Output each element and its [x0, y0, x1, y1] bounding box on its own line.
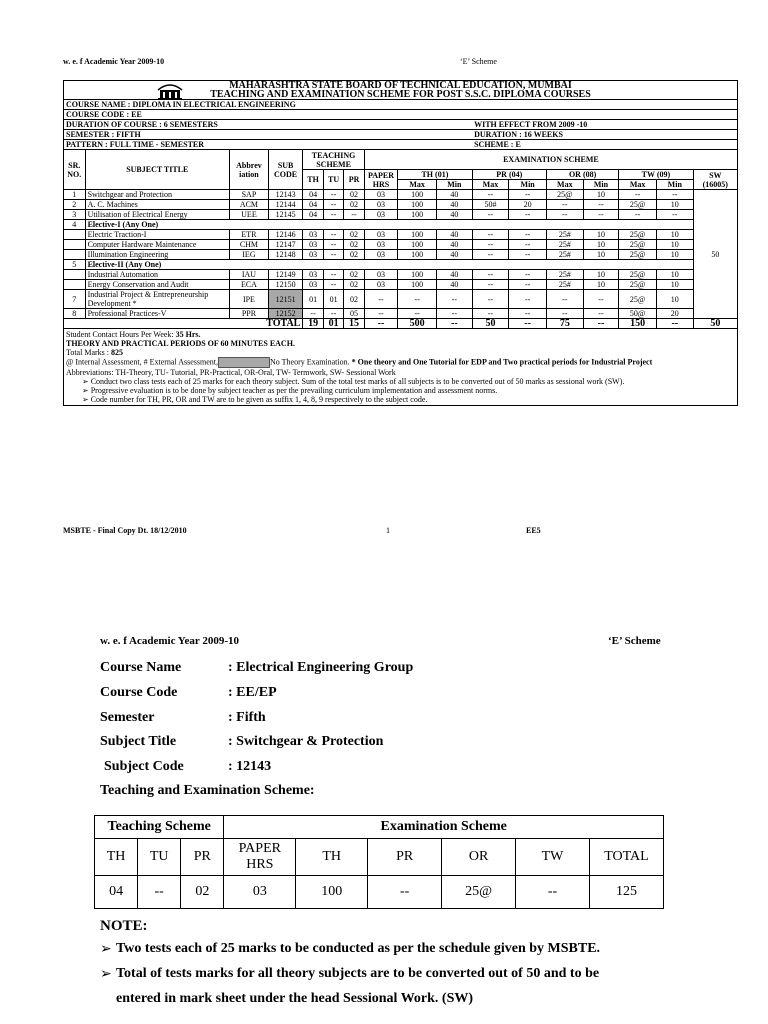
col-tw09: TW (09): [619, 170, 693, 180]
cell: --: [547, 309, 584, 319]
cell: --: [472, 290, 509, 309]
page2-header-right: ‘E’ Scheme: [608, 635, 661, 647]
bullet-item: [66, 377, 735, 386]
cell: 25@: [547, 190, 584, 200]
cell: 10: [583, 230, 619, 240]
cell: 100: [398, 270, 437, 280]
cell: 02: [344, 230, 364, 240]
cell: 10: [583, 190, 619, 200]
course-name: COURSE NAME : DIPLOMA IN ELECTRICAL ENGINEERING: [64, 100, 738, 110]
col-sub-code: SUB CODE: [268, 150, 303, 190]
col-max: Max: [619, 180, 657, 190]
course-code: COURSE CODE : EE: [64, 110, 738, 120]
scheme-col-header: TW: [516, 839, 590, 876]
cell: IEG: [230, 250, 269, 260]
note-item: Two tests each of 25 marks to be conducted as per the schedule given by MSBTE.: [116, 941, 601, 956]
cell: --: [619, 210, 657, 220]
note-item: Total of tests marks for all theory subjects are to be converted out of 50 and to be: [116, 966, 600, 981]
note-title: NOTE:: [100, 918, 148, 934]
cell: 10: [656, 200, 693, 210]
cell: 10: [656, 250, 693, 260]
cell: IPE: [230, 290, 269, 309]
scheme-heading: Teaching and Examination Scheme:: [100, 783, 315, 798]
col-th: TH: [303, 170, 323, 190]
field-value: : 12143: [228, 759, 272, 774]
cell: --: [509, 250, 547, 260]
cell: 10: [656, 240, 693, 250]
arrow-icon: ➢: [82, 386, 91, 395]
page2-header-left: w. e. f Academic Year 2009-10: [100, 635, 239, 647]
total-cell: --: [656, 319, 693, 329]
contact-hours: Student Contact Hours Per Week:: [66, 330, 176, 339]
scheme-col-header: TH: [296, 839, 368, 876]
total-cell: 01: [323, 319, 343, 329]
shade-legend: [218, 357, 270, 368]
total-cell: 50: [472, 319, 509, 329]
cell: --: [398, 290, 437, 309]
sr-no: 5: [64, 260, 86, 270]
cell: --: [323, 270, 343, 280]
cell: IAU: [230, 270, 269, 280]
subject-scheme-table: [94, 815, 664, 909]
cell: 12145: [268, 210, 303, 220]
scheme-col-header: OR: [442, 839, 516, 876]
col-min: Min: [509, 180, 547, 190]
scheme-col-header: PAPER HRS: [224, 839, 296, 876]
cell: --: [509, 240, 547, 250]
cell: 7: [64, 290, 86, 309]
cell: 40: [437, 230, 473, 240]
cell: 03: [364, 210, 397, 220]
scheme-col-value: 03: [224, 876, 296, 909]
cell: 05: [344, 309, 364, 319]
subject-title: Electric Traction-I: [85, 230, 229, 240]
col-min: Min: [583, 180, 619, 190]
cell: 25#: [547, 270, 584, 280]
duration-weeks: DURATION : 16 WEEKS: [472, 130, 737, 140]
cell: 12143: [268, 190, 303, 200]
cell: 01: [323, 290, 343, 309]
col-sr: SR. NO.: [64, 150, 86, 190]
cell: 02: [344, 240, 364, 250]
cell: 03: [364, 200, 397, 210]
cell: --: [364, 290, 397, 309]
cell: 12149: [268, 270, 303, 280]
cell: 12150: [268, 280, 303, 290]
assessment: @ Internal Assessment, # External Assessment,: [66, 357, 219, 367]
col-min: Min: [437, 180, 473, 190]
table-row: [64, 210, 738, 220]
subject-title: Energy Conservation and Audit: [85, 280, 229, 290]
cell: CHM: [230, 240, 269, 250]
cell: 02: [344, 200, 364, 210]
course-duration: DURATION OF COURSE : 6 SEMESTERS: [64, 120, 473, 130]
cell: 20: [509, 200, 547, 210]
cell: --: [323, 200, 343, 210]
total-cell: 500: [398, 319, 437, 329]
arrow-icon: ➢: [100, 942, 112, 957]
abbreviations: Abbreviations: TH-Theory, TU- Tutorial, PR-Practical, OR-Oral, TW- Termwork, SW- Sessional Work: [66, 368, 396, 377]
cell: --: [437, 309, 473, 319]
table-row: [64, 250, 738, 260]
cell: 40: [437, 250, 473, 260]
scheme-col-value: 100: [296, 876, 368, 909]
scheme-table: [63, 80, 738, 406]
table-row: [64, 230, 738, 240]
table-row: [64, 220, 738, 230]
cell: --: [472, 250, 509, 260]
cell: --: [583, 290, 619, 309]
cell: 02: [344, 280, 364, 290]
cell: --: [323, 250, 343, 260]
msbte-logo-icon: [155, 80, 185, 102]
arrow-icon: ➢: [82, 377, 91, 386]
table-row: [64, 290, 738, 309]
title-board: MAHARASHTRA STATE BOARD OF TECHNICAL EDUCATION, MUMBAI: [64, 81, 738, 91]
cell: 10: [656, 290, 693, 309]
cell: 40: [437, 210, 473, 220]
cell: 100: [398, 190, 437, 200]
cell: --: [509, 230, 547, 240]
cell: --: [323, 190, 343, 200]
total-cell: 50: [693, 319, 737, 329]
sr-no: 4: [64, 220, 86, 230]
note-item: entered in mark sheet under the head Sessional Work. (SW): [116, 991, 474, 1006]
cell: 2: [64, 200, 86, 210]
cell: --: [472, 280, 509, 290]
subject-title: A. C. Machines: [85, 200, 229, 210]
field-value: : EE/EP: [228, 685, 277, 700]
bullet-item: [66, 395, 735, 404]
theory-practical: THEORY AND PRACTICAL PERIODS OF 60 MINUTES EACH.: [66, 339, 295, 348]
pattern: PATTERN : FULL TIME - SEMESTER: [64, 140, 473, 150]
cell: 25@: [619, 230, 657, 240]
cell: 02: [344, 270, 364, 280]
cell: 03: [303, 230, 323, 240]
col-tu: TU: [323, 170, 343, 190]
field-label: Subject Code: [104, 759, 184, 774]
cell: --: [472, 309, 509, 319]
total-cell: 15: [344, 319, 364, 329]
field-value: : Switchgear & Protection: [228, 734, 384, 749]
cell: ETR: [230, 230, 269, 240]
cell: PPR: [230, 309, 269, 319]
cell: --: [344, 210, 364, 220]
effect-from: WITH EFFECT FROM 2009 -10: [472, 120, 737, 130]
cell: 02: [344, 250, 364, 260]
cell: --: [303, 309, 323, 319]
total-cell: --: [364, 319, 397, 329]
scheme-col-value: 125: [589, 876, 663, 909]
total-cell: --: [509, 319, 547, 329]
cell: 25@: [619, 200, 657, 210]
cell: 50@: [619, 309, 657, 319]
cell: 10: [583, 280, 619, 290]
cell: 03: [364, 190, 397, 200]
table-row: [64, 270, 738, 280]
cell: 1: [64, 190, 86, 200]
cell: 10: [583, 270, 619, 280]
cell: --: [583, 210, 619, 220]
col-pr: PR: [344, 170, 364, 190]
subject-title: Switchgear and Protection: [85, 190, 229, 200]
cell: 100: [398, 240, 437, 250]
cell: --: [472, 230, 509, 240]
bullet-item: [66, 386, 735, 395]
cell: 03: [364, 250, 397, 260]
page1-footer-right: EE5: [526, 526, 541, 535]
semester: SEMESTER : FIFTH: [64, 130, 473, 140]
subject-title: Illumination Engineering: [85, 250, 229, 260]
cell: [64, 280, 86, 290]
cell: 100: [398, 250, 437, 260]
scheme-col-header: TOTAL: [589, 839, 663, 876]
cell: 20: [656, 309, 693, 319]
field-label: Subject Title: [100, 734, 177, 749]
cell: --: [323, 210, 343, 220]
scheme-col-value: 02: [181, 876, 224, 909]
scheme-col-value: --: [516, 876, 590, 909]
scheme-col-header: PR: [181, 839, 224, 876]
cell: 04: [303, 200, 323, 210]
subject-title: Industrial Automation: [85, 270, 229, 280]
cell: --: [509, 290, 547, 309]
cell: 25@: [619, 270, 657, 280]
cell: [64, 250, 86, 260]
total-cell: 19: [303, 319, 323, 329]
bullet-text: Progressive evaluation is to be done by subject teacher as per the prevailing curriculum implementation and assessment norms.: [90, 386, 498, 395]
no-theory: No Theory Examination.: [270, 357, 350, 367]
cell: --: [472, 210, 509, 220]
cell: --: [509, 270, 547, 280]
teaching-scheme-header: Teaching Scheme: [95, 816, 224, 839]
field-label: Course Name: [100, 660, 182, 675]
cell: --: [509, 309, 547, 319]
scheme-col-header: TH: [95, 839, 138, 876]
table-row: [64, 240, 738, 250]
cell: [64, 230, 86, 240]
title-scheme: TEACHING AND EXAMINATION SCHEME FOR POST S.S.C. DIPLOMA COURSES: [64, 90, 738, 100]
cell: --: [509, 190, 547, 200]
cell: 40: [437, 240, 473, 250]
cell: --: [547, 210, 584, 220]
table-row: [64, 200, 738, 210]
scheme-col-value: --: [368, 876, 442, 909]
cell: 10: [656, 230, 693, 240]
arrow-icon: ➢: [100, 967, 112, 982]
cell: 3: [64, 210, 86, 220]
edp-note: * One theory and One Tutorial for EDP and Two practical periods for Industrial Project: [349, 357, 653, 367]
cell: --: [323, 230, 343, 240]
cell: --: [656, 210, 693, 220]
cell: 100: [398, 210, 437, 220]
cell: 25#: [547, 250, 584, 260]
page1-footer-left: MSBTE - Final Copy Dt. 18/12/2010: [63, 526, 187, 535]
total-cell: --: [437, 319, 473, 329]
cell: 12148: [268, 250, 303, 260]
cell: 25#: [547, 280, 584, 290]
col-th01: TH (01): [398, 170, 472, 180]
table-row: [64, 260, 738, 270]
cell: --: [364, 309, 397, 319]
cell: --: [619, 190, 657, 200]
col-max: Max: [472, 180, 509, 190]
col-subject: SUBJECT TITLE: [85, 150, 229, 190]
cell: 25@: [619, 280, 657, 290]
cell: --: [656, 190, 693, 200]
field-value: : Fifth: [228, 710, 266, 725]
cell: 100: [398, 230, 437, 240]
cell: --: [323, 240, 343, 250]
scheme-col-value: 04: [95, 876, 138, 909]
col-teaching: TEACHING SCHEME: [303, 150, 364, 170]
cell: 03: [364, 280, 397, 290]
cell: 01: [303, 290, 323, 309]
cell: 50#: [472, 200, 509, 210]
scheme-col-value: --: [138, 876, 181, 909]
elective-heading: Elective-I (Any One): [85, 220, 693, 230]
notes-block: Student Contact Hours Per Week: 35 Hrs. THEORY AND PRACTICAL PERIODS OF 60 MINUTES EACH. Total Marks : 825 @ Internal Assessment, # External Assessment, No Theory Examination. * One theory and One Tutorial for EDP and Two practical periods for Industrial Project Abbreviations: TH-Theory, TU- Tutorial, PR-Practical, OR-Oral, TW- Termwork, SW- Sessional Work ➢ Conduct two class tests each of 25 marks for each theory subject. Sum of the total test marks of all subjects is to be converted out of 50 marks as sessional work (SW). ➢ Progressive evaluation is to be done by subject teacher as per the prevailing curriculum implementation and assessment norms. ➢ Code number for TH, PR, OR and TW are to be given as suffix 1, 4, 8, 9 respectively to the subject code.: [64, 329, 738, 406]
cell: 12147: [268, 240, 303, 250]
cell: --: [583, 309, 619, 319]
col-pr04: PR (04): [472, 170, 546, 180]
total-cell: --: [583, 319, 619, 329]
cell: --: [398, 309, 437, 319]
elective-heading: Elective-II (Any One): [85, 260, 693, 270]
cell: 02: [344, 190, 364, 200]
scheme-col-value: 25@: [442, 876, 516, 909]
sw-value: 50: [693, 190, 737, 319]
col-min: Min: [656, 180, 693, 190]
cell: UEE: [230, 210, 269, 220]
cell: 12152: [268, 309, 303, 319]
cell: --: [509, 280, 547, 290]
cell: 25@: [619, 250, 657, 260]
cell: 12144: [268, 200, 303, 210]
cell: ECA: [230, 280, 269, 290]
cell: 25@: [619, 290, 657, 309]
cell: 03: [303, 270, 323, 280]
field-label: Course Code: [100, 685, 178, 700]
cell: 12151: [268, 290, 303, 309]
cell: 03: [364, 230, 397, 240]
cell: 40: [437, 280, 473, 290]
cell: [64, 240, 86, 250]
scheme: SCHEME : E: [472, 140, 737, 150]
subject-title: Utilisation of Electrical Energy: [85, 210, 229, 220]
col-paper: PAPER HRS: [364, 170, 397, 190]
cell: [64, 270, 86, 280]
cell: --: [509, 210, 547, 220]
cell: 10: [656, 270, 693, 280]
cell: --: [583, 200, 619, 210]
cell: 25#: [547, 240, 584, 250]
subject-title: Computer Hardware Maintenance: [85, 240, 229, 250]
col-max: Max: [398, 180, 437, 190]
cell: 02: [344, 290, 364, 309]
cell: 40: [437, 270, 473, 280]
total-label: TOTAL: [64, 319, 303, 329]
total-marks: Total Marks :: [66, 348, 111, 357]
col-exam: EXAMINATION SCHEME: [364, 150, 737, 170]
cell: --: [547, 290, 584, 309]
col-sw: SW (16005): [693, 170, 737, 190]
scheme-col-header: TU: [138, 839, 181, 876]
cell: 25#: [547, 230, 584, 240]
bullet-text: Code number for TH, PR, OR and TW are to be given as suffix 1, 4, 8, 9 respectively to the subject code.: [90, 395, 428, 404]
page1-header-right: ‘E’ Scheme: [460, 57, 497, 66]
total-cell: 150: [619, 319, 657, 329]
subject-title: Professional Practices-V: [85, 309, 229, 319]
col-max: Max: [547, 180, 584, 190]
field-value: : Electrical Engineering Group: [228, 660, 414, 675]
cell: 03: [303, 280, 323, 290]
cell: 03: [303, 250, 323, 260]
cell: 03: [364, 240, 397, 250]
cell: --: [437, 290, 473, 309]
cell: 10: [583, 240, 619, 250]
cell: SAP: [230, 190, 269, 200]
cell: 100: [398, 280, 437, 290]
cell: 04: [303, 210, 323, 220]
cell: 12146: [268, 230, 303, 240]
cell: 40: [437, 190, 473, 200]
cell: 100: [398, 200, 437, 210]
cell: 10: [583, 250, 619, 260]
field-label: Semester: [100, 710, 155, 725]
cell: ACM: [230, 200, 269, 210]
cell: 04: [303, 190, 323, 200]
cell: 8: [64, 309, 86, 319]
cell: --: [472, 190, 509, 200]
table-row: [64, 190, 738, 200]
scheme-col-header: PR: [368, 839, 442, 876]
arrow-icon: ➢: [82, 395, 91, 404]
table-row: [64, 309, 738, 319]
cell: 10: [656, 280, 693, 290]
page1-header-left: w. e. f Academic Year 2009-10: [63, 57, 165, 66]
cell: 25@: [619, 240, 657, 250]
total-cell: 75: [547, 319, 584, 329]
subject-title: Industrial Project & Entrepreneurship Development *: [85, 290, 229, 309]
cell: --: [472, 270, 509, 280]
cell: 03: [303, 240, 323, 250]
cell: --: [472, 240, 509, 250]
cell: 40: [437, 200, 473, 210]
cell: 03: [364, 270, 397, 280]
bullet-text: Conduct two class tests each of 25 marks for each theory subject. Sum of the total test marks of all subjects is to be converted out of 50 marks as sessional work (SW).: [90, 377, 625, 386]
col-abbrev: Abbrev iation: [230, 150, 269, 190]
cell: --: [547, 200, 584, 210]
col-or08: OR (08): [547, 170, 619, 180]
cell: --: [323, 309, 343, 319]
cell: --: [323, 280, 343, 290]
page1-footer-page: 1: [386, 526, 390, 535]
table-row: [64, 280, 738, 290]
examination-scheme-header: Examination Scheme: [224, 816, 664, 839]
